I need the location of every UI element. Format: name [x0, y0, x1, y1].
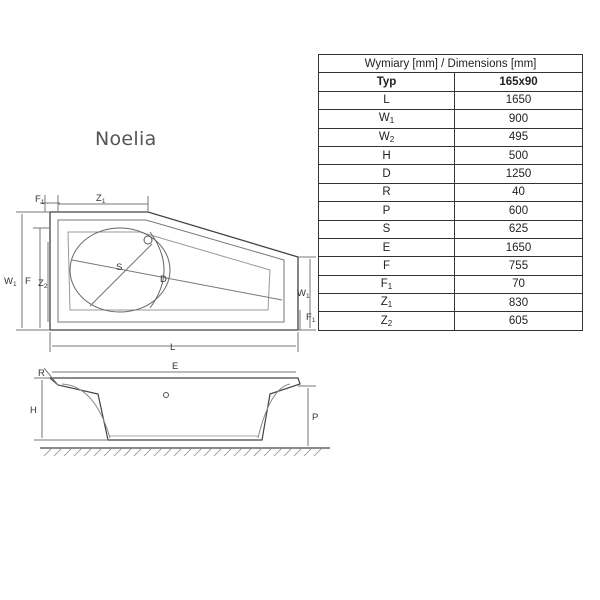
table-row	[319, 110, 583, 128]
label-f1: $F_1$	[35, 194, 45, 206]
table-row	[319, 312, 583, 330]
table-row	[319, 146, 583, 164]
label-l: L	[170, 342, 176, 353]
dimension-label: H	[319, 146, 455, 164]
dimension-label: $F_1$	[319, 275, 455, 293]
type-label: Typ	[319, 73, 455, 91]
dimension-value: 70	[455, 275, 583, 293]
dimension-value: 40	[455, 183, 583, 201]
dimension-label: S	[319, 220, 455, 238]
table-row	[319, 220, 583, 238]
dimensions-table	[318, 54, 583, 331]
bathtub-top-outline	[50, 212, 298, 330]
dimension-value: 605	[455, 312, 583, 330]
overflow-icon	[164, 393, 169, 398]
dimension-value: 1250	[455, 165, 583, 183]
dimension-value: 755	[455, 257, 583, 275]
table-row	[319, 128, 583, 146]
label-e: E	[172, 361, 179, 372]
label-d: D	[160, 274, 167, 285]
dimension-value: 830	[455, 294, 583, 312]
dimension-label: R	[319, 183, 455, 201]
label-z1: $Z_1$	[96, 193, 106, 205]
table-row	[319, 91, 583, 109]
dimension-label: D	[319, 165, 455, 183]
label-p: P	[312, 412, 319, 423]
dimension-label: $Z_1$	[319, 294, 455, 312]
drain-icon	[144, 236, 152, 244]
dimension-value: 1650	[455, 91, 583, 109]
dimension-value: 625	[455, 220, 583, 238]
table-row	[319, 183, 583, 201]
dimension-label: P	[319, 202, 455, 220]
dimension-label: F	[319, 257, 455, 275]
label-s: S	[116, 262, 123, 273]
label-w1-right: $W_1$	[297, 288, 310, 300]
label-h: H	[30, 405, 37, 416]
dimension-label: $Z_2$	[319, 312, 455, 330]
dimension-value: 1650	[455, 238, 583, 256]
floor-hatching	[44, 448, 322, 456]
dimension-value: 495	[455, 128, 583, 146]
bathtub-side-profile	[50, 378, 300, 440]
label-f1-right: $F_1$	[306, 312, 316, 324]
table-row	[319, 275, 583, 293]
type-value: 165x90	[455, 73, 583, 91]
dimension-label: E	[319, 238, 455, 256]
table-row	[319, 294, 583, 312]
dimension-value: 900	[455, 110, 583, 128]
table-header: Wymiary [mm] / Dimensions [mm]	[319, 55, 583, 73]
label-z2: $Z_2$	[38, 278, 48, 290]
dimension-label: L	[319, 91, 455, 109]
dimension-value: 600	[455, 202, 583, 220]
table-row	[319, 202, 583, 220]
label-f: F	[25, 276, 31, 287]
dimension-label: $W_2$	[319, 128, 455, 146]
dimension-label: $W_1$	[319, 110, 455, 128]
table-row	[319, 238, 583, 256]
label-r: R	[38, 368, 45, 379]
dimension-value: 500	[455, 146, 583, 164]
product-title: Noelia	[95, 128, 157, 150]
table-row	[319, 165, 583, 183]
table-row	[319, 257, 583, 275]
label-w1-left: $W_1$	[4, 276, 17, 288]
